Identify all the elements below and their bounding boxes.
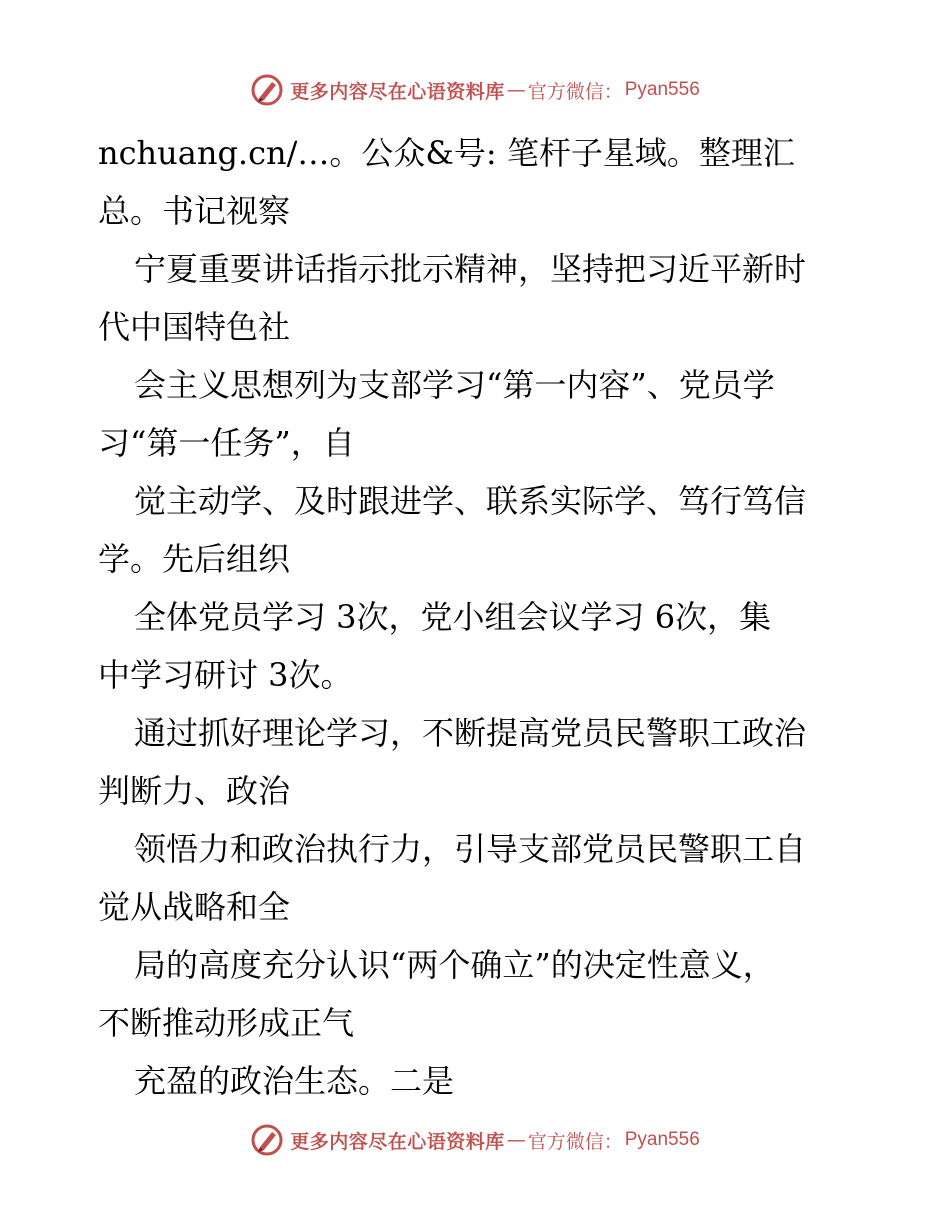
pen-logo-icon bbox=[250, 1123, 284, 1157]
banner-official-label: 官方微信： bbox=[527, 80, 623, 103]
banner-text: 更多内容尽在心语资料库 bbox=[290, 1130, 505, 1153]
text-line: 不断推动形成正气 bbox=[98, 1004, 355, 1042]
footer-banner bbox=[0, 1120, 950, 1160]
text-line: 会主义思想列为支部学习“第一内容”、党员学 bbox=[134, 366, 775, 404]
banner-text: 更多内容尽在心语资料库 bbox=[290, 80, 505, 103]
text-line: 判断力、政治 bbox=[98, 772, 291, 810]
banner-official-label: 官方微信： bbox=[527, 1130, 623, 1153]
text-line: 总。书记视察 bbox=[98, 192, 291, 230]
text-line: nchuang.cn/…。公众&号: 笔杆子星域。整理汇 bbox=[98, 134, 795, 172]
text-line: 觉主动学、及时跟进学、联系实际学、笃行笃信 bbox=[134, 482, 807, 520]
text-line: 学。先后组织 bbox=[98, 540, 291, 578]
pen-logo-icon bbox=[250, 73, 284, 107]
banner-separator: — bbox=[506, 1129, 526, 1151]
banner-wechat-id: Pyan556 bbox=[624, 1129, 700, 1150]
text-line: 局的高度充分认识“两个确立”的决定性意义， bbox=[134, 946, 775, 984]
banner-wechat-id: Pyan556 bbox=[624, 79, 700, 100]
text-line: 领悟力和政治执行力，引导支部党员民警职工自 bbox=[134, 830, 807, 868]
text-line: 充盈的政治生态。二是 bbox=[134, 1062, 455, 1100]
text-line: 习“第一任务”，自 bbox=[98, 424, 355, 462]
text-line: 觉从战略和全 bbox=[98, 888, 291, 926]
text-line: 代中国特色社 bbox=[98, 308, 291, 346]
text-line: 通过抓好理论学习，不断提高党员民警职工政治 bbox=[134, 714, 807, 752]
text-line: 中学习研讨 3次。 bbox=[98, 656, 353, 694]
text-line: 全体党员学习 3次，党小组会议学习 6次，集 bbox=[134, 598, 772, 636]
text-line: 宁夏重要讲话指示批示精神，坚持把习近平新时 bbox=[134, 250, 807, 288]
banner-separator: — bbox=[506, 79, 526, 101]
header-banner bbox=[0, 70, 950, 110]
body-text bbox=[98, 124, 858, 1110]
